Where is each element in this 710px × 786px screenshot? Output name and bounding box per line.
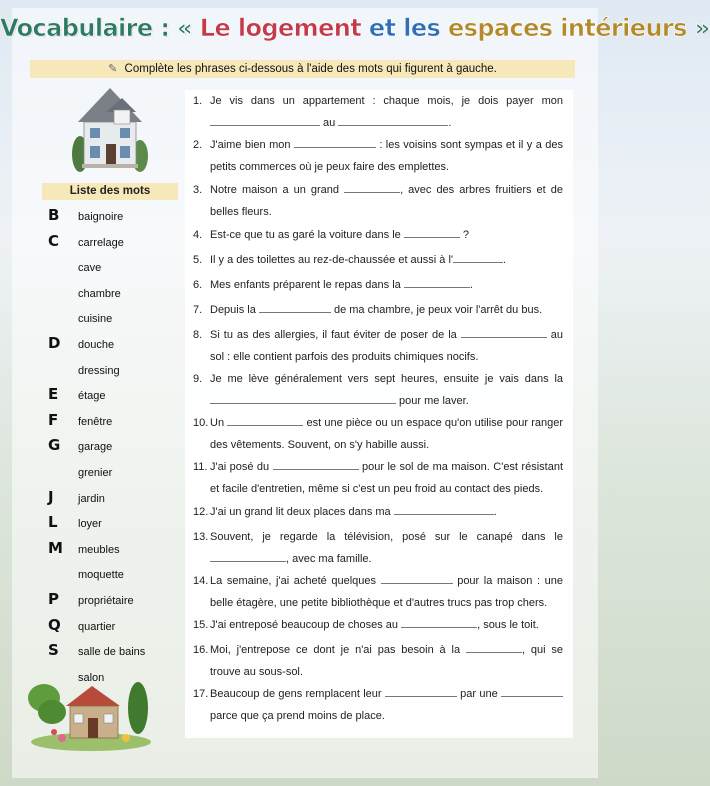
question-number: 12. xyxy=(193,506,209,518)
word-text: jardin xyxy=(78,492,105,505)
word-text: fenêtre xyxy=(78,415,113,428)
question-text-segment: de ma chambre, je peux voir l'arrêt du bus. xyxy=(330,304,543,316)
answer-blank[interactable] xyxy=(453,251,503,263)
garden-house-icon xyxy=(26,672,156,752)
word-item xyxy=(40,462,178,488)
word-text: salon xyxy=(78,671,105,684)
word-text: carrelage xyxy=(78,236,124,249)
question-item xyxy=(193,324,563,368)
question-item xyxy=(193,526,563,570)
word-item xyxy=(40,436,178,462)
question-text-segment: , qui se trouve au sous-sol. xyxy=(210,644,564,678)
word-text: garage xyxy=(78,441,113,454)
answer-blank[interactable] xyxy=(338,114,448,126)
question-item xyxy=(193,412,563,456)
question-item xyxy=(193,570,563,614)
word-item xyxy=(40,385,178,411)
word-text: cave xyxy=(78,262,102,275)
word-item xyxy=(40,360,178,386)
title-logement: Le logement xyxy=(199,14,362,42)
word-text: chambre xyxy=(78,287,121,300)
answer-blank[interactable] xyxy=(210,114,320,126)
question-text xyxy=(210,639,563,683)
answer-blank[interactable] xyxy=(344,181,400,193)
word-item xyxy=(40,513,178,539)
word-text: meubles xyxy=(78,543,120,556)
question-text-segment: : les voisins sont sympas et il y a des petits commerces où je peux faire des emplettes. xyxy=(210,139,563,173)
question-item xyxy=(193,90,563,134)
word-letter: E xyxy=(48,385,59,404)
question-text xyxy=(210,614,563,636)
word-text: cuisine xyxy=(78,313,113,326)
question-text-segment: Souvent, je regarde la télévision, posé sur le canapé dans le xyxy=(210,531,563,543)
question-item xyxy=(193,501,563,523)
word-letter: M xyxy=(48,538,63,557)
question-item xyxy=(193,368,563,412)
question-item xyxy=(193,134,563,178)
word-text: salle de bains xyxy=(78,646,146,659)
question-text xyxy=(210,224,563,246)
answer-blank[interactable] xyxy=(259,301,331,313)
question-text-segment: Mes enfants préparent le repas dans la xyxy=(210,279,404,291)
question-text-segment: Il y a des toilettes au rez-de-chaussée et aussi à l' xyxy=(210,254,454,266)
question-text-segment: Est-ce que tu as garé la voiture dans le xyxy=(210,229,404,241)
instruction-banner xyxy=(30,60,575,78)
question-number: 3. xyxy=(193,184,203,196)
word-letter: Q xyxy=(48,615,61,634)
word-list xyxy=(40,206,178,692)
word-item xyxy=(40,334,178,360)
question-item xyxy=(193,224,563,246)
question-item xyxy=(193,249,563,271)
question-text-segment: est une pièce ou un espace qu'on utilise pour ranger des vêtements. Souvent, on s'y habille aussi. xyxy=(210,417,563,451)
word-text: propriétaire xyxy=(78,594,134,607)
question-text xyxy=(210,526,563,570)
question-text-segment: Si tu as des allergies, il faut éviter de poser de la xyxy=(210,329,461,341)
exercise-panel xyxy=(185,90,573,738)
answer-blank[interactable] xyxy=(385,685,457,697)
question-number: 16. xyxy=(193,644,209,656)
word-letter: L xyxy=(48,513,58,532)
word-item xyxy=(40,206,178,232)
word-letter: F xyxy=(48,410,59,429)
answer-blank[interactable] xyxy=(381,572,453,584)
question-text-segment: . xyxy=(493,506,497,518)
question-number: 11. xyxy=(193,461,208,473)
word-item xyxy=(40,411,178,437)
answer-blank[interactable] xyxy=(210,550,286,562)
answer-blank[interactable] xyxy=(501,685,563,697)
answer-blank[interactable] xyxy=(466,641,522,653)
question-number: 15. xyxy=(193,619,209,631)
word-text: grenier xyxy=(78,466,113,479)
question-text xyxy=(210,683,563,727)
title-et-les: et les xyxy=(368,14,441,42)
word-letter: G xyxy=(48,436,61,455)
question-text-segment: J'ai un grand lit deux places dans ma xyxy=(210,506,394,518)
question-number: 6. xyxy=(193,279,203,291)
question-number: 1. xyxy=(193,95,203,107)
word-text: douche xyxy=(78,338,115,351)
question-number: 7. xyxy=(193,304,203,316)
answer-blank[interactable] xyxy=(461,326,547,338)
page-title xyxy=(0,14,710,42)
question-text-segment: Moi, j'entrepose ce dont je n'ai pas besoin à la xyxy=(210,644,466,656)
word-text: dressing xyxy=(78,364,120,377)
word-letter: C xyxy=(48,231,60,250)
question-text-segment: J'ai entreposé beaucoup de choses au xyxy=(210,619,402,631)
word-item xyxy=(40,232,178,258)
question-text-segment: Notre maison a un grand xyxy=(210,184,345,196)
question-text-segment: Beaucoup de gens remplacent leur xyxy=(210,688,385,700)
word-item xyxy=(40,564,178,590)
question-text xyxy=(210,570,563,614)
answer-blank[interactable] xyxy=(404,226,460,238)
title-close-quote: » xyxy=(694,14,710,42)
question-text xyxy=(210,299,563,321)
question-item xyxy=(193,179,563,223)
question-text xyxy=(210,249,563,271)
instruction-text: Complète les phrases ci-dessous à l'aide des mots qui figurent à gauche. xyxy=(124,63,497,75)
question-text-segment: Je vis dans un appartement : chaque mois, je dois payer mon xyxy=(210,95,563,107)
word-item xyxy=(40,641,178,667)
answer-blank[interactable] xyxy=(273,458,359,470)
word-item xyxy=(40,616,178,642)
question-text-segment: Un xyxy=(210,417,228,429)
question-text-segment: La semaine, j'ai acheté quelques xyxy=(210,575,381,587)
word-item xyxy=(40,308,178,334)
question-text xyxy=(210,501,563,523)
question-number: 2. xyxy=(193,139,203,151)
question-number: 5. xyxy=(193,254,203,266)
question-item xyxy=(193,299,563,321)
title-espaces: espaces intérieurs xyxy=(447,14,687,42)
house-top-icon xyxy=(70,82,150,174)
question-text xyxy=(210,456,563,500)
pencil-icon: ✎ xyxy=(108,63,118,75)
answer-blank[interactable] xyxy=(404,276,470,288)
question-text-segment: J'aime bien mon xyxy=(210,139,294,151)
word-list-title: Liste des mots xyxy=(42,183,178,200)
question-item xyxy=(193,639,563,683)
question-number: 14. xyxy=(193,575,209,587)
question-text-segment: par une xyxy=(456,688,502,700)
question-number: 17. xyxy=(193,688,209,700)
question-text-segment: pour le sol de ma maison. C'est résistant et facile d'entretien, même si c'est un peu froid au contact des pieds. xyxy=(210,461,563,495)
word-text: loyer xyxy=(78,518,102,531)
word-letter: B xyxy=(48,206,60,224)
question-item xyxy=(193,683,563,727)
question-number: 10. xyxy=(193,417,209,429)
question-text-segment: . xyxy=(469,279,473,291)
word-letter: P xyxy=(48,589,59,608)
question-text xyxy=(210,368,563,412)
answer-blank[interactable] xyxy=(294,136,376,148)
word-text: étage xyxy=(78,390,106,403)
question-text-segment: , avec des arbres fruitiers et de belles fleurs. xyxy=(210,184,563,218)
question-text-segment: Je me lève généralement vers sept heures, ensuite je vais dans la xyxy=(210,373,563,385)
word-text: quartier xyxy=(78,620,116,633)
answer-blank[interactable] xyxy=(210,392,396,404)
question-text-segment: pour la maison : une belle étagère, une petite bibliothèque et d'autres trucs pas trop chers. xyxy=(210,575,564,609)
question-text xyxy=(210,412,563,456)
question-text xyxy=(210,134,563,178)
answer-blank[interactable] xyxy=(227,414,303,426)
question-text-segment: J'ai posé du xyxy=(210,461,273,473)
question-text xyxy=(210,90,563,134)
question-text-segment: , avec ma famille. xyxy=(286,553,372,565)
word-item xyxy=(40,488,178,514)
question-text-segment: ? xyxy=(459,229,470,241)
word-list-panel xyxy=(40,82,178,762)
word-item xyxy=(40,590,178,616)
question-text-segment: . xyxy=(448,117,452,129)
question-text-segment: . xyxy=(503,254,507,266)
word-text: moquette xyxy=(78,569,124,582)
question-text-segment: pour me laver. xyxy=(396,395,469,407)
title-vocabulaire: Vocabulaire : « xyxy=(0,14,193,42)
answer-blank[interactable] xyxy=(401,616,477,628)
question-text xyxy=(210,274,563,296)
question-number: 13. xyxy=(193,531,209,543)
question-number: 8. xyxy=(193,329,203,341)
question-text-segment: Depuis la xyxy=(210,304,259,316)
question-item xyxy=(193,274,563,296)
question-number: 4. xyxy=(193,229,203,241)
question-text xyxy=(210,179,563,223)
word-item xyxy=(40,257,178,283)
question-item xyxy=(193,614,563,636)
word-letter: S xyxy=(48,641,59,660)
question-text-segment: parce que ça prend moins de place. xyxy=(210,710,385,722)
word-item xyxy=(40,539,178,565)
question-text-segment: au xyxy=(320,117,339,129)
word-letter: D xyxy=(48,333,61,352)
answer-blank[interactable] xyxy=(394,503,494,515)
question-text-segment: au sol : elle contient parfois des produits chimiques nocifs. xyxy=(210,329,563,363)
question-text xyxy=(210,324,563,368)
word-item xyxy=(40,283,178,309)
question-item xyxy=(193,456,563,500)
question-number: 9. xyxy=(193,373,203,385)
word-letter: J xyxy=(48,487,54,506)
question-text-segment: , sous le toit. xyxy=(477,619,539,631)
word-text: baignoire xyxy=(78,211,124,223)
